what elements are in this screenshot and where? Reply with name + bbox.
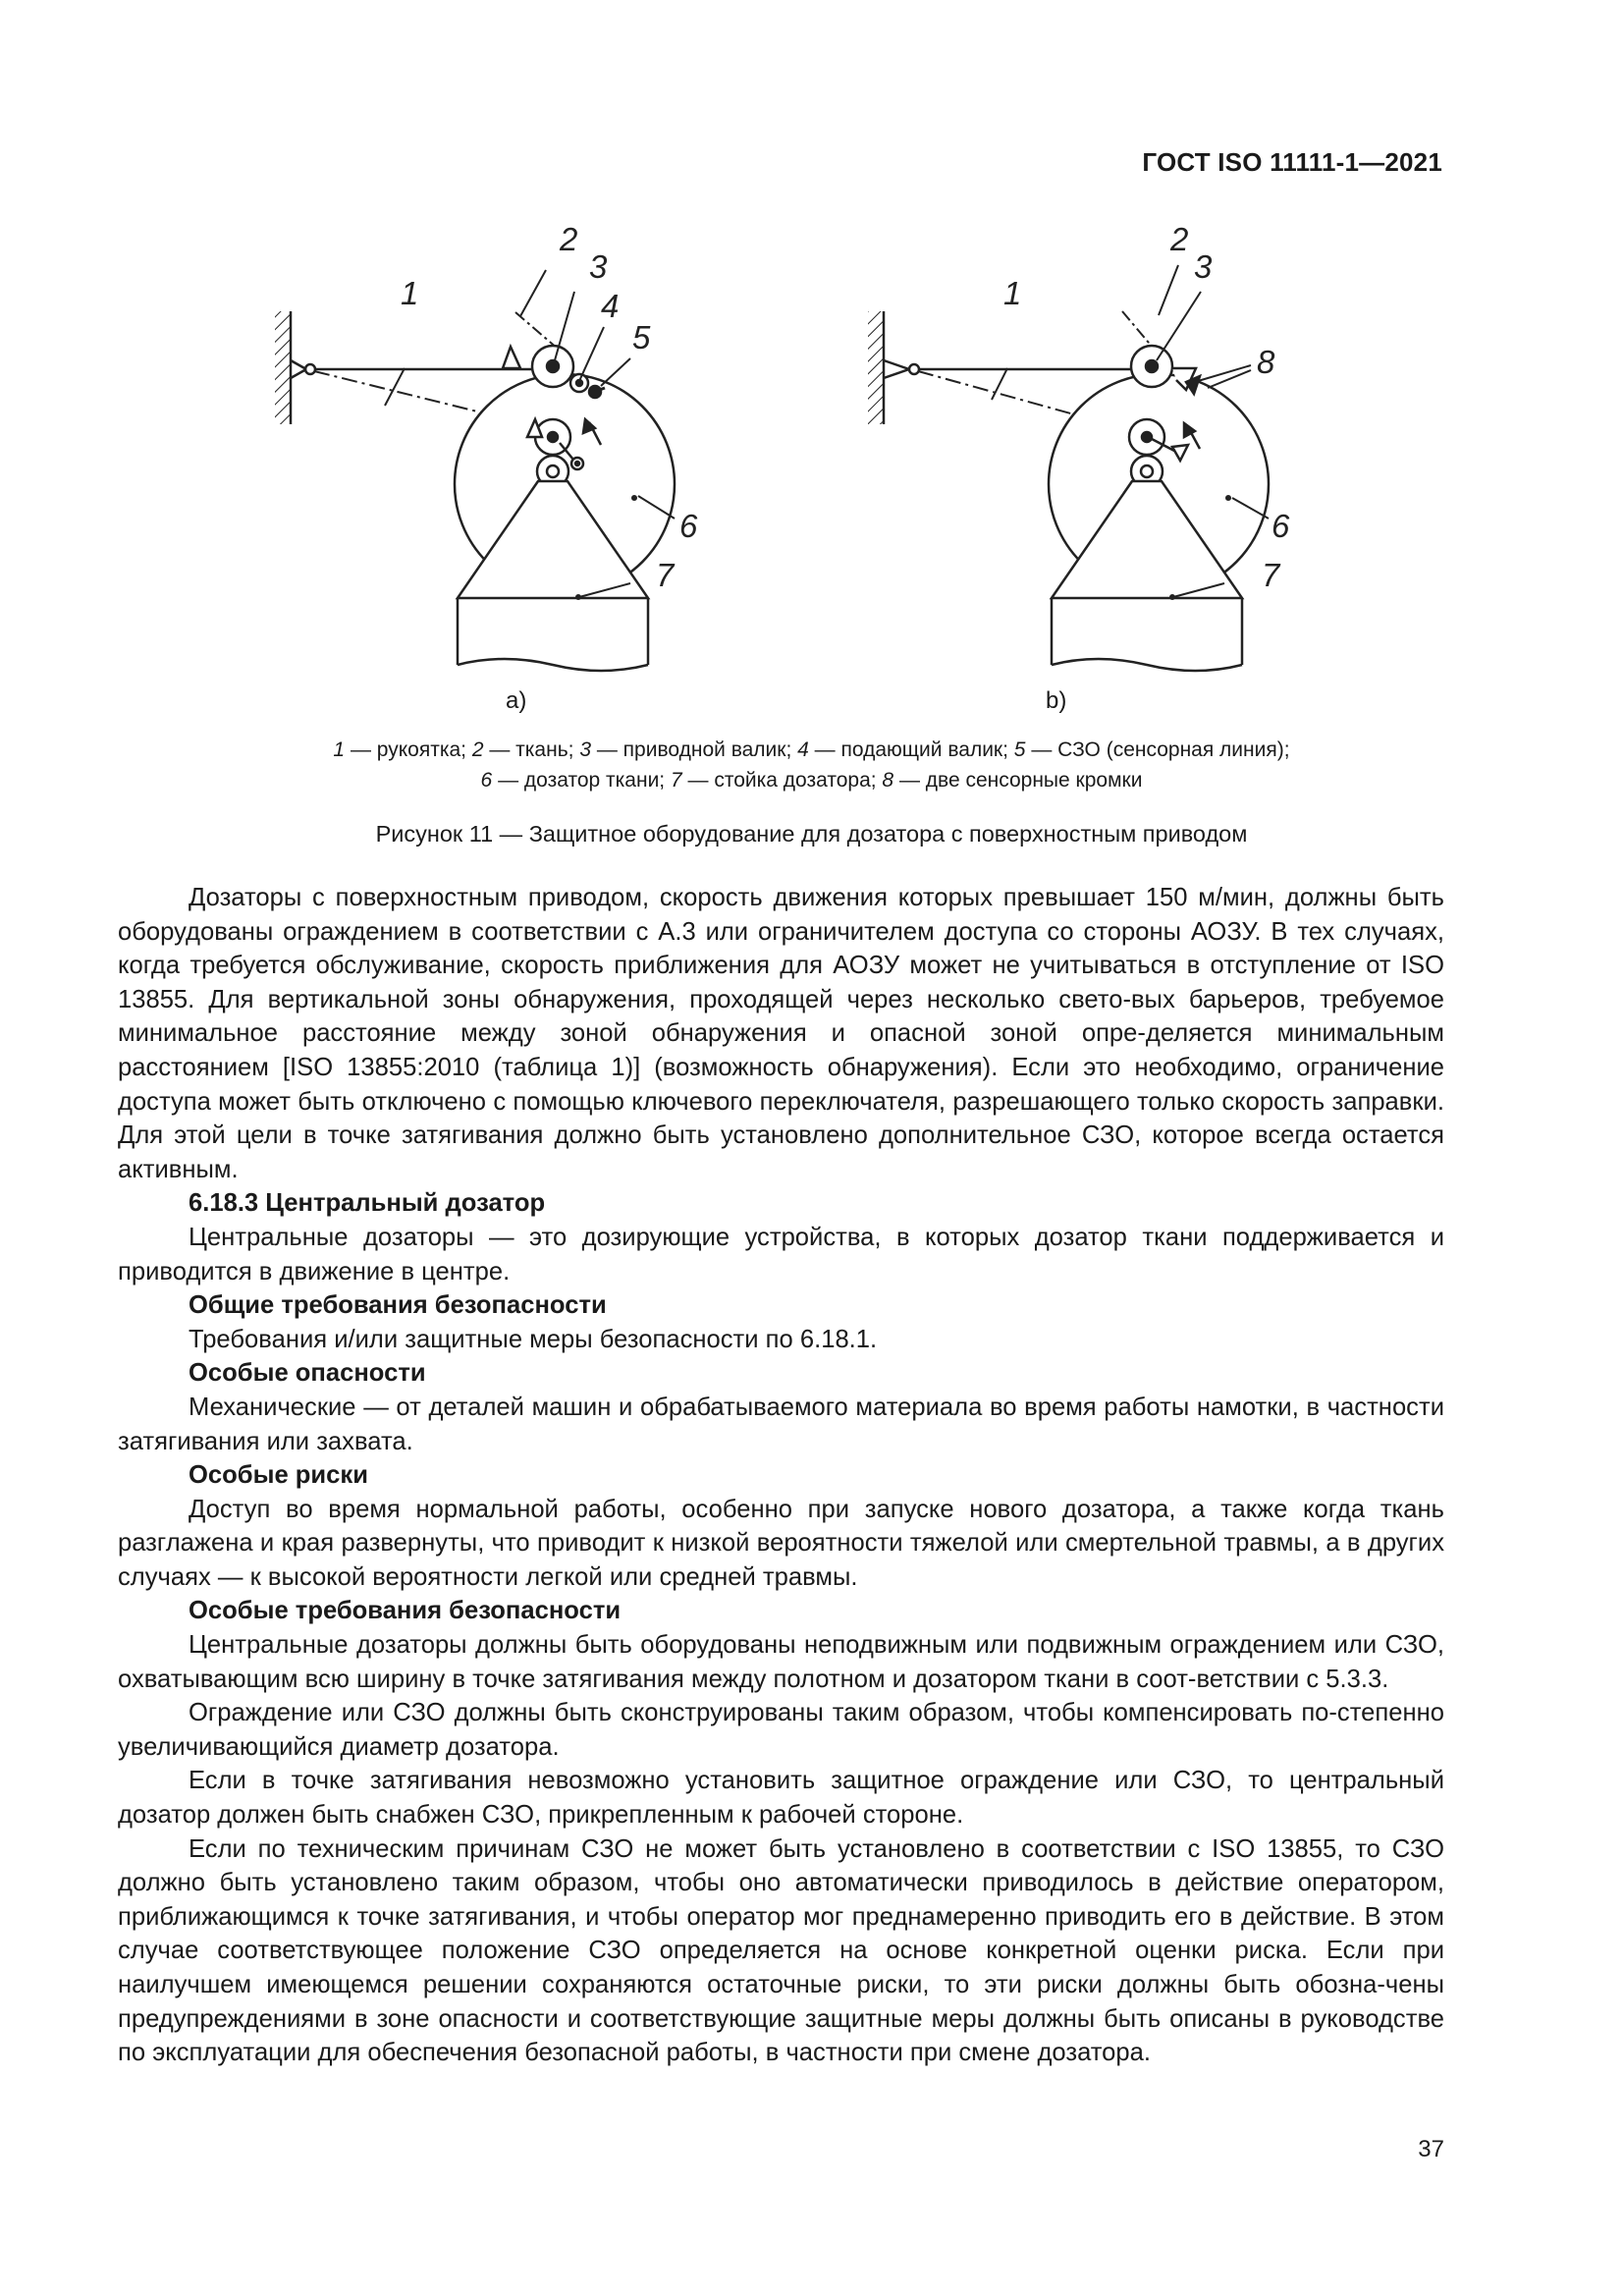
legend-text: — ткань; xyxy=(483,738,580,761)
legend-text: — подающий валик; xyxy=(808,738,1014,761)
subfigure-label-a: a) xyxy=(506,687,527,714)
paragraph: Требования и/или защитные меры безопасности по 6.18.1. xyxy=(189,1325,878,1353)
section-heading: 6.18.3 Центральный дозатор xyxy=(189,1189,546,1218)
legend-line-2 xyxy=(0,765,1623,795)
legend-text: — приводной валик; xyxy=(591,738,798,761)
legend-text: — СЗО (сенсорная линия); xyxy=(1025,738,1290,761)
paragraph: Центральные дозаторы — это дозирующие устройства, в которых дозатор ткани поддерживается и приводится в движение в центре. xyxy=(118,1223,1444,1285)
legend-text: — рукоятка; xyxy=(345,738,472,761)
panel-b-diagram xyxy=(868,265,1269,671)
page-number: 37 xyxy=(1418,2136,1444,2162)
subheading: Особые требования безопасности xyxy=(189,1597,622,1625)
callout-a-3: 3 xyxy=(589,248,608,285)
callout-a-2: 2 xyxy=(560,221,578,257)
callout-a-5: 5 xyxy=(632,319,651,355)
callout-a-7: 7 xyxy=(656,557,675,593)
callout-b-3: 3 xyxy=(1194,248,1213,285)
callout-b-2: 2 xyxy=(1170,221,1189,257)
legend-text: — дозатор ткани; xyxy=(492,769,671,792)
callout-a-1: 1 xyxy=(401,275,419,311)
subheading: Общие требования безопасности xyxy=(189,1291,607,1320)
figure-legend xyxy=(0,735,1623,795)
paragraph: Дозаторы с поверхностным приводом, скорость движения которых превышает 150 м/мин, должны быть оборудованы ограждением в соответствии с A.3 или ограничителем доступа со стороны АОЗУ. В тех случаях, когда требуется обслуживание, скорость приближения для АОЗУ может не учитываться в отступление от ISO 13855. Для вертикальной зоны обнаружения, проходящей через несколько свето-вых барьеров, требуемое минимальное расстояние между зоной обнаружения и опасной зоной опре-деляется минимальным расстоянием [ISO 13855:2010 (таблица 1)] (возможность обнаружения). Если это необходимо, ограничение доступа может быть отключено с помощью ключевого переключателя, разрешающего только скорость заправки. Для этой цели в точке затягивания должно быть установлено дополнительное СЗО, которое всегда остается активным. xyxy=(118,884,1444,1183)
figure-caption: Рисунок 11 — Защитное оборудование для дозатора с поверхностным приводом xyxy=(375,821,1248,847)
callout-b-6: 6 xyxy=(1271,508,1290,544)
callout-b-1: 1 xyxy=(1003,275,1022,311)
figure-11 xyxy=(245,221,1325,732)
callout-a-6: 6 xyxy=(679,508,698,544)
subfigure-label-b: b) xyxy=(1046,687,1067,714)
figure-drawing xyxy=(245,221,1325,732)
callout-a-4: 4 xyxy=(601,288,620,324)
document-header: ГОСТ ISO 11111-1—2021 xyxy=(1142,147,1442,177)
legend-text: — две сенсорные кромки xyxy=(893,769,1143,792)
legend-key: 4 xyxy=(797,738,809,761)
paragraph: Центральные дозаторы должны быть оборудованы неподвижным или подвижным ограждением или СЗО, охватывающим всю ширину в точке затягивания между полотном и дозатором ткани в соот-ветствии с 5.3.3. xyxy=(118,1631,1444,1693)
callout-b-7: 7 xyxy=(1262,557,1280,593)
paragraph: Доступ во время нормальной работы, особенно при запуске нового дозатора, а также когда ткань разглажена и края развернуты, что приводит к низкой вероятности тяжелой или смертельной травмы, а в других случаях — к высокой вероятности легкой или средней травмы. xyxy=(118,1495,1444,1591)
legend-line-1 xyxy=(0,735,1623,765)
paragraph: Если по техническим причинам СЗО не может быть установлено в соответствии с ISO 13855, то СЗО должно быть установлено таким образом, чтобы оно автоматически приводилось в действие оператором, приближающимся к точке затягивания, и чтобы оператор мог преднамеренно приводить его в действие. В этом случае соответствующее положение СЗО определяется на основе конкретной оценки риска. Если при наилучшем имеющемся решении сохраняются остаточные риски, то эти риски должны быть обозна-чены предупреждениями в зоне опасности и соответствующие защитные меры должны быть описаны в руководстве по эксплуатации для обеспечения безопасной работы, в частности при смене дозатора. xyxy=(118,1834,1444,2067)
legend-text: — стойка дозатора; xyxy=(681,769,883,792)
subheading: Особые риски xyxy=(189,1461,368,1490)
paragraph: Механические — от деталей машин и обрабатываемого материала во время работы намотки, в частности затягивания или захвата. xyxy=(118,1393,1444,1455)
body-text xyxy=(118,881,1444,2070)
legend-key: 7 xyxy=(670,769,682,792)
legend-key: 2 xyxy=(471,738,484,761)
subheading: Особые опасности xyxy=(189,1359,426,1388)
legend-key: 1 xyxy=(333,738,346,761)
legend-key: 3 xyxy=(579,738,592,761)
paragraph: Если в точке затягивания невозможно установить защитное ограждение или СЗО, то центральный дозатор должен быть снабжен СЗО, прикрепленным к рабочей стороне. xyxy=(118,1767,1444,1830)
panel-a-diagram xyxy=(275,270,675,671)
callout-b-8: 8 xyxy=(1257,344,1275,380)
legend-key: 6 xyxy=(480,769,493,792)
legend-key: 8 xyxy=(882,769,894,792)
paragraph: Ограждение или СЗО должны быть сконструированы таким образом, чтобы компенсировать по-степенно увеличивающийся диаметр дозатора. xyxy=(118,1699,1444,1761)
legend-key: 5 xyxy=(1013,738,1026,761)
